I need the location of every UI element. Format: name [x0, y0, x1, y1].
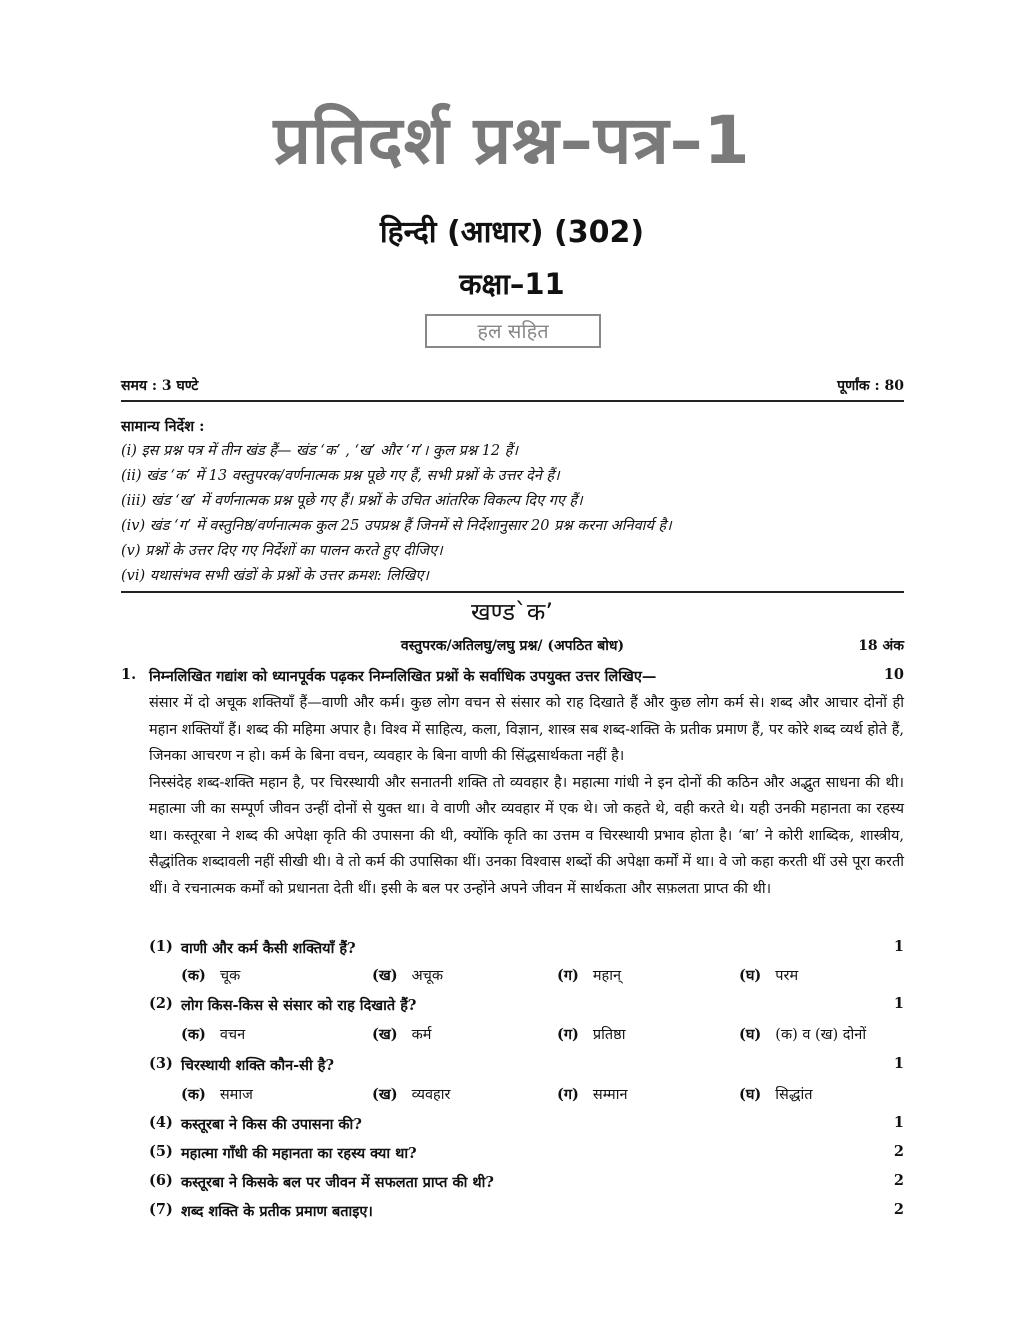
solution-label-box: हल सहित	[425, 314, 601, 348]
unseen-passage	[149, 690, 904, 902]
option-key: (क)	[181, 1086, 206, 1103]
subquestion-marks: 1	[893, 1055, 904, 1072]
option-value: सम्मान	[592, 1087, 628, 1103]
option-value: व्यवहार	[411, 1087, 451, 1103]
instruction-item: (ii) खंड ‘क’ में 13 वस्तुपरक/वर्णनात्मक प्रश्न पूछे गए हैं, सभी प्रश्नों के उत्तर देने हैं।	[121, 468, 560, 484]
subquestion-text: कस्तूरबा ने किसके बल पर जीवन में सफलता प्राप्त की थी?	[181, 1174, 494, 1191]
option-key: (क)	[181, 967, 206, 984]
subquestion-text: वाणी और कर्म कैसी शक्तियाँ हैं?	[181, 940, 356, 957]
subquestion-label: (5)	[149, 1143, 173, 1160]
class-title: कक्षा–11	[459, 267, 565, 301]
option-value: कर्म	[411, 1027, 432, 1043]
option	[739, 1024, 866, 1044]
subquestion-marks: 1	[893, 995, 904, 1012]
page-title: प्रतिदर्श प्रश्न–पत्र–1	[273, 102, 751, 179]
divider-section	[121, 591, 904, 593]
subquestion-marks: 2	[893, 1143, 904, 1160]
instruction-item: (vi) यथासंभव सभी खंडों के प्रश्नों के उत्तर क्रमश: लिखिए।	[121, 568, 429, 584]
general-instructions	[121, 414, 904, 589]
section-marks: 18 अंक	[858, 638, 904, 654]
subject-title: हिन्दी (आधार) (302)	[379, 215, 645, 250]
subquestion-text: महात्मा गाँधी की महानता का रहस्य क्या था?	[181, 1145, 417, 1162]
subquestion-marks: 1	[893, 938, 904, 955]
exam-total-marks: पूर्णांक : 80	[837, 378, 904, 394]
option	[557, 965, 621, 985]
divider-top	[121, 400, 904, 402]
subquestion-marks: 1	[893, 1114, 904, 1131]
option	[557, 1024, 625, 1044]
subquestion-label: (7)	[149, 1201, 173, 1218]
subquestion-label: (6)	[149, 1172, 173, 1189]
subquestion-text: चिरस्थायी शक्ति कौन-सी है?	[181, 1057, 334, 1074]
option-value: प्रतिष्ठा	[592, 1027, 626, 1043]
subquestion-label: (4)	[149, 1114, 173, 1131]
option	[372, 1084, 450, 1104]
question-number: 1.	[121, 666, 137, 683]
passage-paragraph: संसार में दो अचूक शक्तियाँ हैं—वाणी और कर्म। कुछ लोग वचन से संसार को राह दिखाते हैं और कुछ लोग कर्म से। शब्द और आचार दोनों ही महान शक्तियाँ हैं। शब्द की महिमा अपार है। विश्व में साहित्य, कला, विज्ञान, शास्त्र सब शब्द-शक्ति के प्रतीक प्रमाण हैं, पर कोरे शब्द व्यर्थ होते हैं, जिनका आचरण न हो। कर्म के बिना वचन, व्यवहार के बिना वाणी की सिंद्धसार्थकता नहीं है।	[149, 695, 904, 764]
subquestion-marks: 2	[893, 1172, 904, 1189]
exam-time: समय : 3 घण्टे	[121, 378, 199, 394]
option-key: (ग)	[557, 1026, 579, 1043]
section-subheading: वस्तुपरक/अतिलघु/लघु प्रश्न/ (अपठित बोध)	[400, 638, 625, 654]
option	[372, 965, 443, 985]
option-key: (ख)	[372, 1026, 398, 1043]
option	[181, 965, 240, 985]
option-key: (ग)	[557, 1086, 579, 1103]
option-key: (क)	[181, 1026, 206, 1043]
instruction-item: (iv) खंड ‘ग’ में वस्तुनिष्ठ/वर्णनात्मक कुल 25 उपप्रश्न हैं जिनमें से निर्देशानुसार 20 प्रश्न करना अनिवार्य है।	[121, 518, 672, 534]
option-key: (ख)	[372, 967, 398, 984]
section-heading: खण्ड`क’	[471, 598, 553, 626]
instruction-item: (i) इस प्रश्न पत्र में तीन खंड हैं— खंड ‘क’ , ‘ख’ और ‘ग’। कुल प्रश्न 12 हैं।	[121, 443, 518, 459]
subquestion-text: कस्तूरबा ने किस की उपासना की?	[181, 1116, 362, 1133]
option-key: (घ)	[739, 967, 762, 984]
subquestion-label: (2)	[149, 995, 173, 1012]
option	[739, 1084, 812, 1104]
instructions-heading: सामान्य निर्देश :	[121, 418, 205, 435]
exam-meta-row	[121, 376, 904, 395]
question-marks: 10	[883, 666, 904, 683]
option-value: समाज	[219, 1087, 253, 1103]
subquestion-marks: 2	[893, 1201, 904, 1218]
option-value: सिद्धांत	[775, 1087, 813, 1103]
subquestion-text: लोग किस-किस से संसार को राह दिखाते हैं?	[181, 997, 417, 1014]
instruction-item: (iii) खंड ‘ख’ में वर्णनात्मक प्रश्न पूछे गए हैं। प्रश्नों के उचित आंतरिक विकल्प दिए गए हैं।	[121, 493, 583, 509]
option	[739, 965, 798, 985]
subquestion-label: (3)	[149, 1055, 173, 1072]
option-value: अचूक	[411, 968, 444, 984]
option	[181, 1084, 253, 1104]
option-value: वचन	[219, 1027, 246, 1043]
option-value: (क) व (ख) दोनों	[775, 1027, 867, 1043]
option-key: (ग)	[557, 967, 579, 984]
passage-paragraph: निस्संदेह शब्द-शक्ति महान है, पर चिरस्थायी और सनातनी शक्ति तो व्यवहार है। महात्मा गांधी ने इन दोनों की कठिन और अद्भुत साधना की थी। महात्मा जी का सम्पूर्ण जीवन उन्हीं दोनों से युक्त था। वे वाणी और व्यवहार में एक थे। जो कहते थे, वही करते थे। यही उनकी महानता का रहस्य था। कस्तूरबा ने शब्द की अपेक्षा कृति की उपासना की थी, क्योंकि कृति का उत्तम व चिरस्थायी प्रभाव होता है। ‘बा’ ने कोरी शाब्दिक, शास्त्रीय, सैद्धांतिक शब्दावली नहीं सीखी थी। वे तो कर्म की उपासिका थीं। उनका विश्वास शब्दों की अपेक्षा कर्मों में था। वे जो कहा करती थीं उसे पूरा करती थीं। वे रचनात्मक कर्मों को प्रधानता देती थीं। इसी के बल पर उन्होंने अपने जीवन में सार्थकता और सफ़लता प्राप्त की थी।	[149, 774, 904, 897]
option-value: महान्	[592, 968, 622, 984]
option	[557, 1084, 628, 1104]
option-value: परम	[775, 968, 799, 984]
option-key: (घ)	[739, 1086, 762, 1103]
option	[372, 1024, 431, 1044]
option	[181, 1024, 245, 1044]
option-key: (ख)	[372, 1086, 398, 1103]
subquestion-label: (1)	[149, 938, 173, 955]
option-value: चूक	[219, 968, 241, 984]
option-key: (घ)	[739, 1026, 762, 1043]
instruction-item: (v) प्रश्नों के उत्तर दिए गए निर्देशों का पालन करते हुए दीजिए।	[121, 543, 443, 559]
subquestion-text: शब्द शक्ति के प्रतीक प्रमाण बताइए।	[181, 1203, 373, 1220]
question-text: निम्नलिखित गद्यांश को ध्यानपूर्वक पढ़कर निम्नलिखित प्रश्नों के सर्वाधिक उपयुक्त उत्तर लिखिए—	[149, 668, 657, 685]
